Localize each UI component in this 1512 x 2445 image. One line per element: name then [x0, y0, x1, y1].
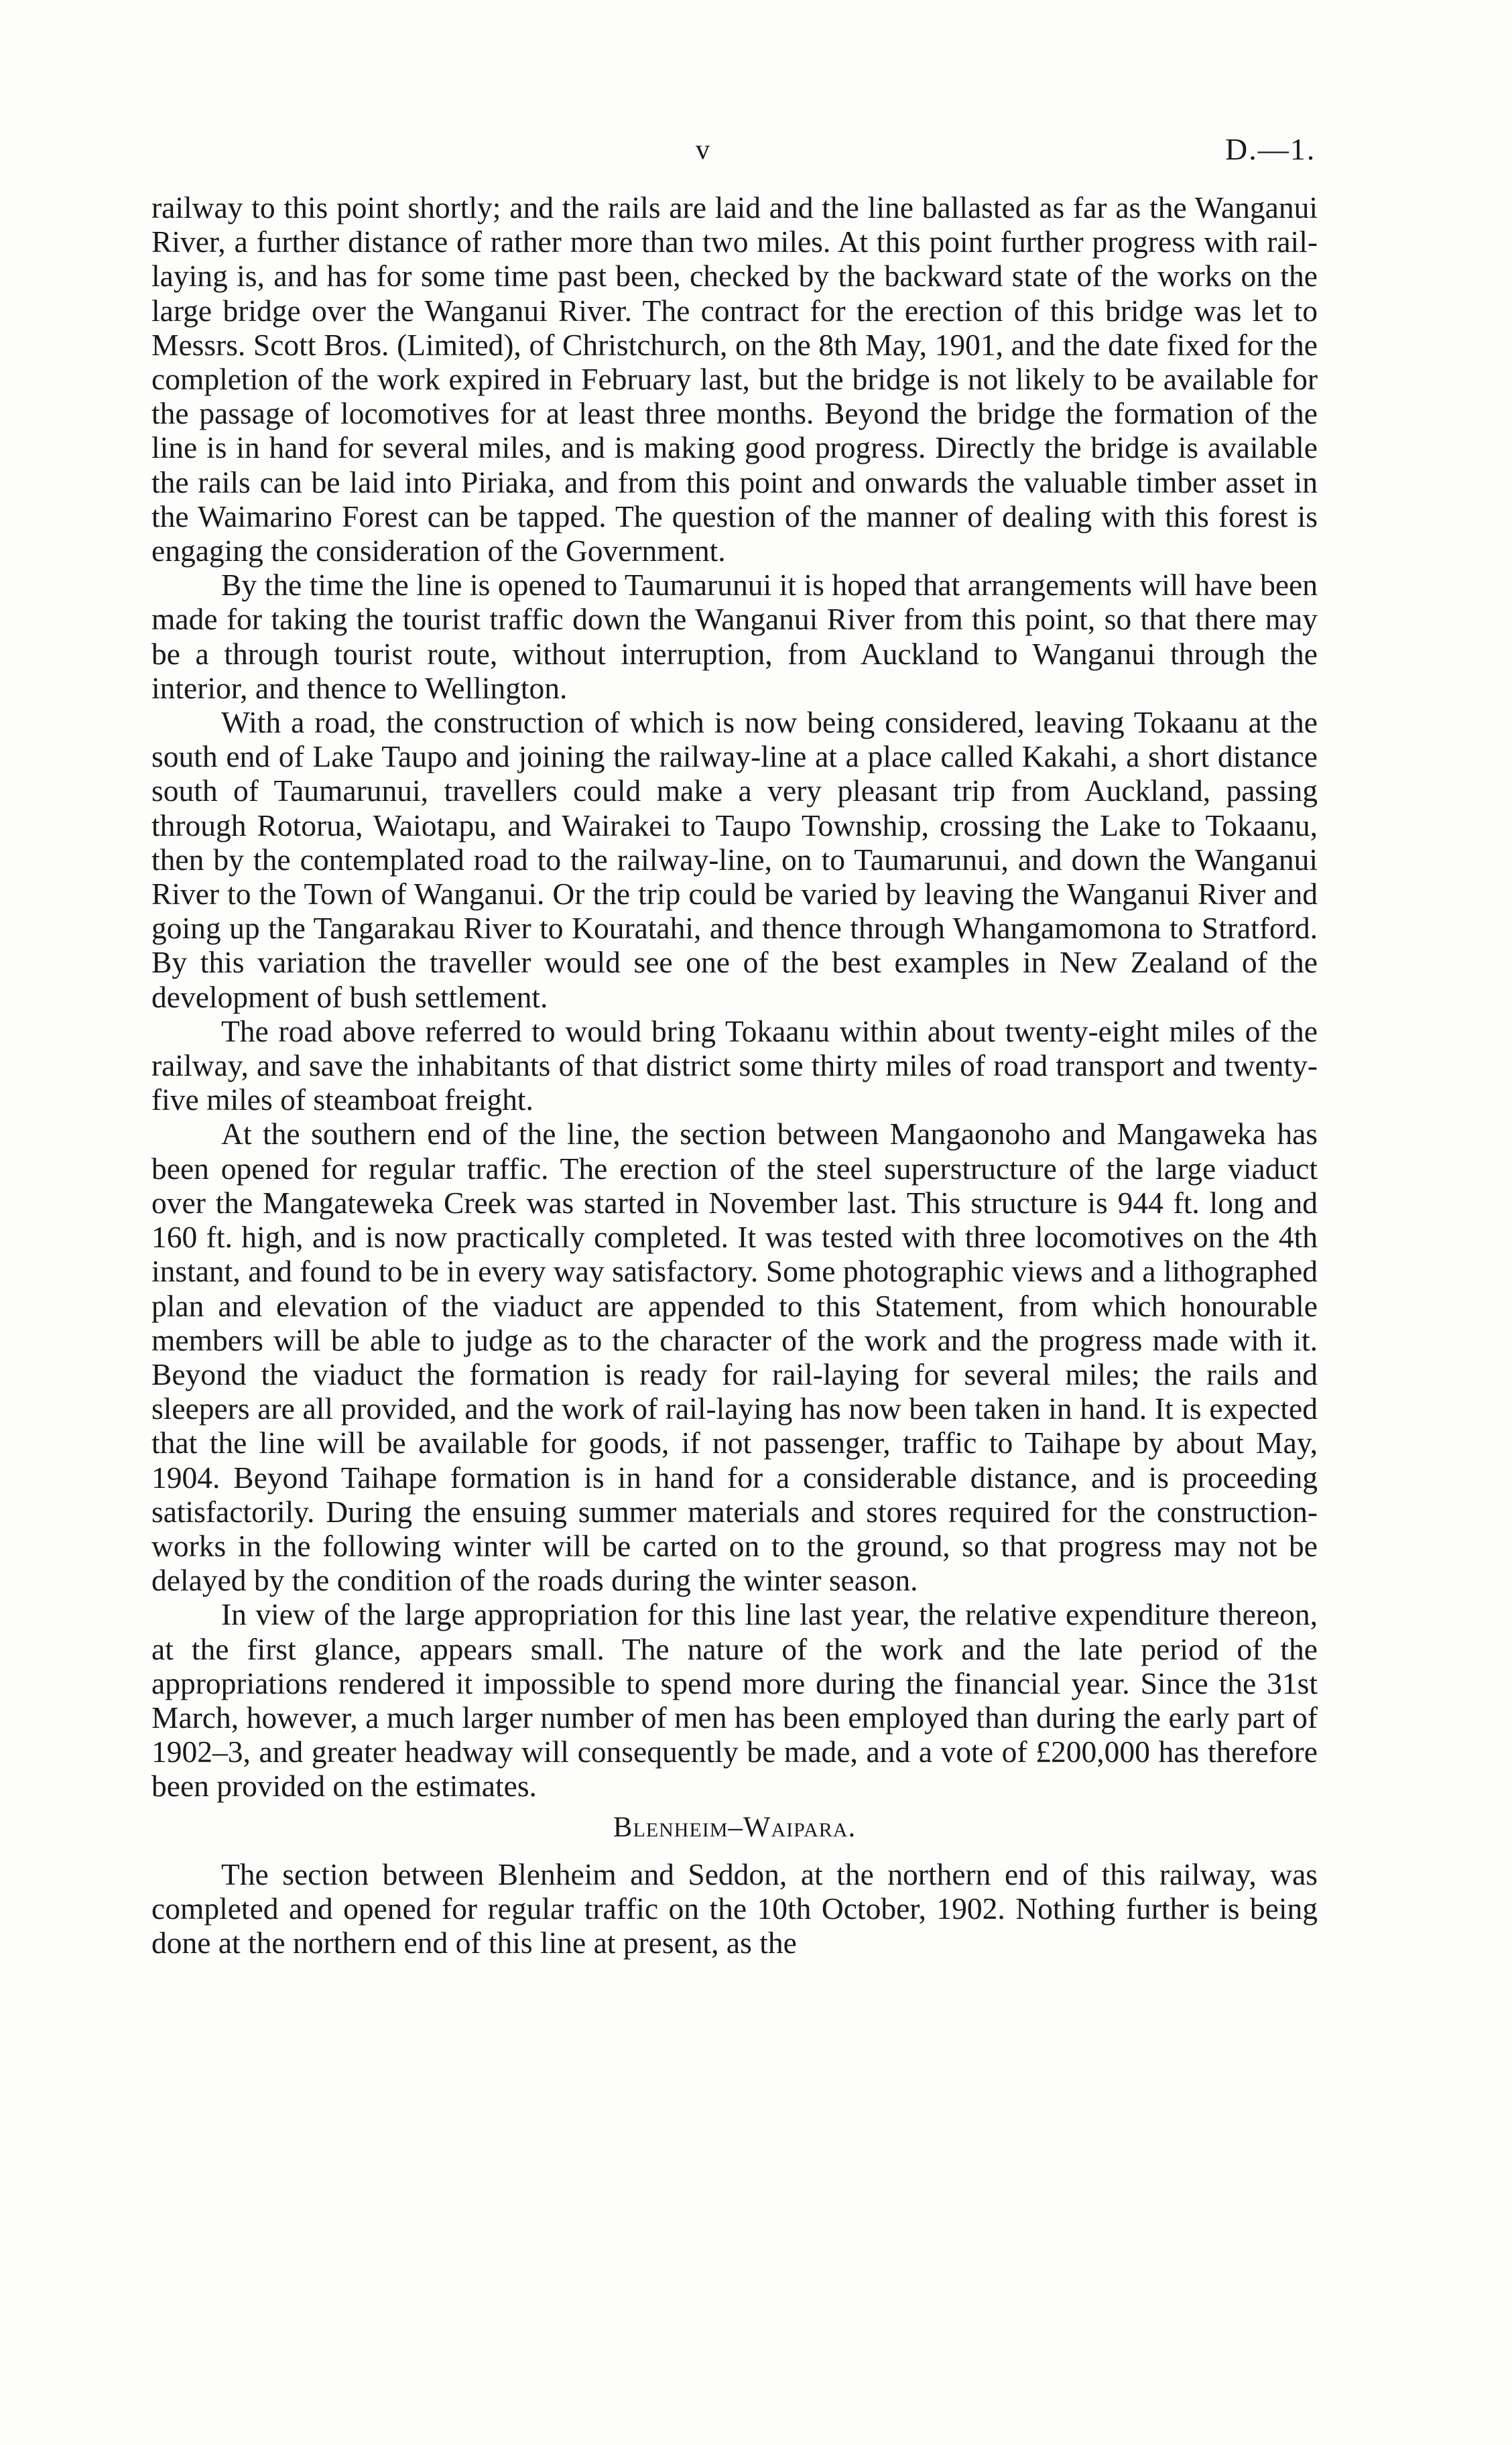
paragraph-blenheim-seddon: The section between Blenheim and Seddon, at the northern end of this railway, was completed and opened for regular traffic on the 10th October, 1902. Nothing further is being done at the northern end of this line at present, as the [151, 1857, 1318, 1960]
page-number: v [696, 135, 711, 166]
paragraph-road-construction: With a road, the construction of which is now being considered, leaving Tokaanu at the south end of Lake Taupo and joining the railway-line at a place called Kakahi, a short distance south of Taumarunui, travellers could make a very pleasant trip from Auckland, passing through Rotorua, Waiotapu, and Wairakei to Taupo Township, crossing the Lake to Tokaanu, then by the contemplated road to the railway-line, on to Taumarunui, and down the Wanganui River to the Town of Wanganui. Or the trip could be varied by leaving the Wanganui River and going up the Tangarakau River to Kouratahi, and thence through Whangamomona to Stratford. By this variation the traveller would see one of the best examples in New Zealand of the development of bush settlement. [151, 705, 1318, 1014]
paragraph-appropriation: In view of the large appropriation for this line last year, the relative expenditure thereon, at the first glance, appears small. The nature of the work and the late period of the appropriations rendered it impossible to spend more during the financial year. Since the 31st March, however, a much larger number of men has been employed than during the early part of 1902–3, and greater headway will consequently be made, and a vote of £200,000 has therefore been provided on the estimates. [151, 1597, 1318, 1804]
paragraph-southern-section: At the southern end of the line, the section between Mangaonoho and Mangaweka has been opened for regular traffic. The erection of the steel superstructure of the large viaduct over the Mangateweka Creek was started in November last. This structure is 944 ft. long and 160 ft. high, and is now practically completed. It was tested with three locomotives on the 4th instant, and found to be in every way satisfactory. Some photographic views and a lithographed plan and elevation of the viaduct are appended to this Statement, from which honourable members will be able to judge as to the character of the work and the progress made with it. Beyond the viaduct the formation is ready for rail-laying for several miles; the rails and sleepers are all provided, and the work of rail-laying has now been taken in hand. It is expected that the line will be available for goods, if not passenger, traffic to Taihape by about May, 1904. Beyond Taihape formation is in hand for a considerable distance, and is proceeding satisfactorily. During the ensuing summer materials and stores required for the construction-works in the following winter will be carted on to the ground, so that progress may not be delayed by the condition of the roads during the winter season. [151, 1117, 1318, 1598]
paragraph-road-benefit: The road above referred to would bring Tokaanu within about twenty-eight miles of the railway, and save the inhabitants of that district some thirty miles of road transport and twenty-five miles of steamboat freight. [151, 1013, 1318, 1117]
section-heading: Blenheim–Waipara. [613, 1811, 857, 1843]
document-reference: D.—1. [1225, 132, 1316, 166]
paragraph-railway-progress: railway to this point shortly; and the rails are laid and the line ballasted as far as the Wanganui River, a further distance of rather more than two miles. At this point further progress with rail-laying is, and has for some time past been, checked by the backward state of the works on the large bridge over the Wanganui River. The contract for the erection of this bridge was let to Messrs. Scott Bros. (Limited), of Christchurch, on the 8th May, 1901, and the date fixed for the completion of the work expired in February last, but the bridge is not likely to be available for the passage of locomotives for at least three months. Beyond the bridge the formation of the line is in hand for several miles, and is making good progress. Directly the bridge is available the rails can be laid into Piriaka, and from this point and onwards the valuable timber asset in the Waimarino Forest can be tapped. The question of the manner of dealing with this forest is engaging the consideration of the Government. [151, 190, 1318, 568]
paragraph-tourist-traffic: By the time the line is opened to Taumarunui it is hoped that arrangements will have been made for taking the tourist traffic down the Wanganui River from this point, so that there may be a through tourist route, without interruption, from Auckland to Wanganui through the interior, and thence to Wellington. [151, 568, 1318, 705]
document-body [151, 190, 1318, 1960]
